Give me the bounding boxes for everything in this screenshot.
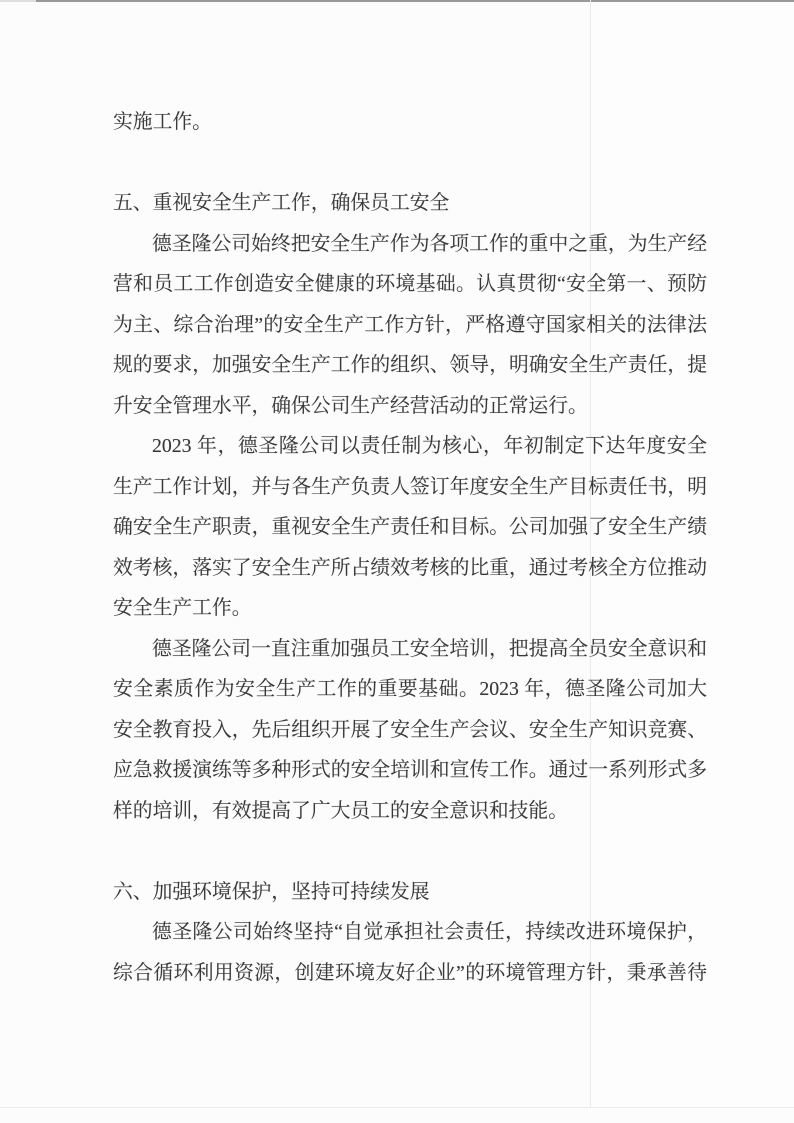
text-line: 样的培训，有效提高了广大员工的安全意识和技能。 <box>113 799 568 822</box>
text-line: 生产工作计划，并与各生产负责人签订年度安全生产目标责任书，明 <box>113 475 707 498</box>
text-line: 2023 年，德圣隆公司以责任制为核心，年初制定下达年度安全 <box>152 435 707 457</box>
section-heading: 六、加强环境保护，坚持可持续发展 <box>113 880 430 903</box>
text-line: 升安全管理水平，确保公司生产经营活动的正常运行。 <box>113 394 588 417</box>
text-line: 安全生产工作。 <box>113 597 252 619</box>
text-line: 德圣隆公司始终坚持“自觉承担社会责任，持续改进环境保护， <box>152 921 707 943</box>
text-line: 应急救援演练等多种形式的安全培训和宣传工作。通过一系列形式多 <box>113 759 707 781</box>
section-heading: 五、重视安全生产工作，确保员工安全 <box>113 192 450 214</box>
text-line: 实施工作。 <box>113 111 212 133</box>
text-line: 安全教育投入，先后组织开展了安全生产会议、安全生产知识竞赛、 <box>113 718 707 741</box>
scan-crease-horizontal <box>0 1107 794 1108</box>
page-text-block <box>113 102 707 993</box>
text-line: 德圣隆公司始终把安全生产作为各项工作的重中之重，为生产经 <box>152 232 707 255</box>
text-line: 效考核，落实了安全生产所占绩效考核的比重，通过考核全方位推动 <box>113 556 707 579</box>
text-line: 德圣隆公司一直注重加强员工安全培训，把提高全员安全意识和 <box>152 637 707 660</box>
text-line: 营和员工工作创造安全健康的环境基础。认真贯彻“安全第一、预防 <box>113 273 707 295</box>
text-line: 安全素质作为安全生产工作的重要基础。2023 年，德圣隆公司加大 <box>113 678 707 700</box>
text-line: 为主、综合治理”的安全生产工作方针，严格遵守国家相关的法律法 <box>113 313 707 336</box>
text-line: 确安全生产职责，重视安全生产责任和目标。公司加强了安全生产绩 <box>113 516 707 538</box>
scan-edge-line-left <box>0 0 36 2</box>
text-line: 综合循环利用资源，创建环境友好企业”的环境管理方针，秉承善待 <box>113 961 707 984</box>
scan-edge-line <box>36 0 794 2</box>
text-line: 规的要求，加强安全生产工作的组织、领导，明确安全生产责任，提 <box>113 354 707 376</box>
